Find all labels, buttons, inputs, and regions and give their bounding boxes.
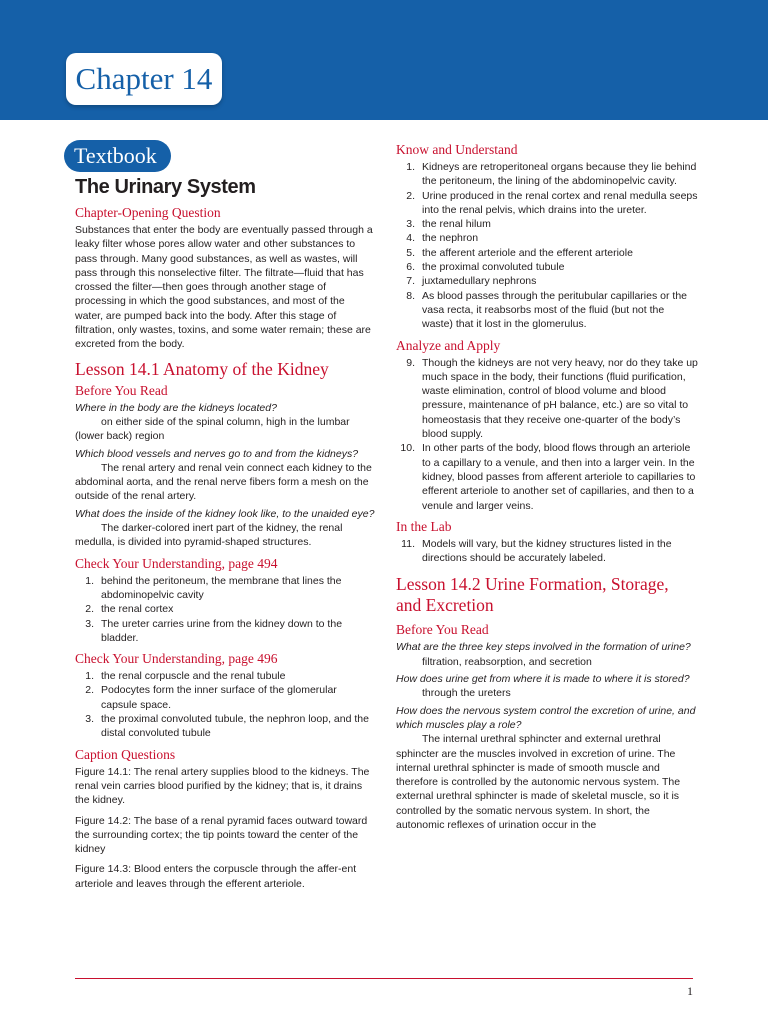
list-item: 2. the renal cortex [85, 603, 174, 616]
question: How does the nervous system control the excretion of urine, and which muscles play a role? [396, 704, 696, 731]
before-you-read-heading: Before You Read [75, 382, 168, 398]
list-item: 1. Kidneys are retroperitoneal organs because they lie behind the peritoneum, the lining of the abdominopelvic cavity. [406, 161, 697, 188]
check-494-list [75, 574, 375, 645]
know-understand-list [396, 160, 698, 332]
left-column [75, 138, 375, 897]
check-494-heading: Check Your Understanding, page 494 [75, 555, 278, 571]
list-item: 6. the proximal convoluted tubule [406, 261, 565, 274]
know-understand-heading: Know and Understand [396, 142, 518, 157]
answer: The darker-colored inert part of the kidney, the renal medulla, is divided into pyramid-shaped structures. [75, 522, 343, 549]
section-title: The Urinary System [75, 176, 256, 198]
right-column [396, 142, 698, 832]
list-item: 4. the nephron [406, 232, 479, 245]
analyze-apply-heading: Analyze and Apply [396, 337, 501, 353]
analyze-apply-list [396, 356, 698, 513]
caption-answer: Figure 14.3: Blood enters the corpuscle through the affer-ent arteriole and leaves through the efferent arteriole. [75, 863, 357, 890]
in-the-lab-heading: In the Lab [396, 518, 452, 534]
list-item: 9. Though the kidneys are not very heavy, nor do they take up much space in the body, their functions (fluid purification, waste elimination, control of blood volume and blood pressure, maintenance of pH balance, etc.) are so vital to homeostasis that they receive one-quarter of the body’s blood supply. [406, 356, 698, 441]
opening-question-text: Substances that enter the body are eventually passed through a leaky filter whose pores allow water and other substances to pass through. Many good substances, as well as wastes, will pass through this nonselective filter. The filtrate—fluid that has crossed the filter—then goes through another stage of processing in which the good substances, and most of the water, are pumped back into the body. After this stage of filtration, only wastes, toxins, and some water remain; these are excreted from the body. [75, 224, 373, 351]
chapter-label: Chapter 14 [66, 53, 222, 105]
list-item: 1. behind the peritoneum, the membrane that lines the abdominopelvic cavity [85, 574, 342, 601]
list-item: 10. In other parts of the body, blood flows through an arteriole to a capillary to a venule, and then into a larger vein. In the kidney, blood passes from afferent arteriole to capillaries to efferent arteriole to another set of capillaries, and then to a venule and larger veins. [400, 442, 696, 512]
list-item: 11. Models will vary, but the kidney structures listed in the directions should be accurately labeled. [401, 537, 672, 565]
question: What does the inside of the kidney look like, to the unaided eye? [75, 507, 375, 520]
answer: on either side of the spinal column, high in the lumbar (lower back) region [75, 415, 350, 443]
list-item: 5. the afferent arteriole and the efferent arteriole [406, 246, 633, 259]
check-496-heading: Check Your Understanding, page 496 [75, 651, 278, 667]
answer: filtration, reabsorption, and secretion [422, 655, 592, 668]
caption-answer: Figure 14.1: The renal artery supplies blood to the kidneys. The renal vein carries blood purified by the kidney; that is, it drains the kidney. [75, 765, 370, 807]
check-496-list [75, 669, 375, 740]
in-the-lab-list [396, 537, 698, 566]
answer: The internal urethral sphincter and external urethral sphincter are the muscles involved in excretion of urine. The internal urethral sphincter is made of smooth muscle and therefore is controlled by the autonomic nervous system. The external urethral sphincter is made of skeletal muscle, so it is controlled by the somatic nervous system. In short, the autonomic reflexes of urination occur in the [396, 733, 681, 831]
list-item: 2. Podocytes form the inner surface of the glomerular capsule space. [85, 684, 337, 711]
answer: through the ureters [422, 687, 511, 700]
page-number: 1 [687, 984, 693, 998]
list-item: 3. the renal hilum [406, 218, 491, 231]
before-you-read-heading: Before You Read [396, 622, 489, 638]
opening-question-heading: Chapter-Opening Question [75, 205, 221, 220]
list-item: 3. The ureter carries urine from the kidney down to the bladder. [85, 617, 343, 644]
question: Which blood vessels and nerves go to and from the kidneys? [75, 447, 359, 460]
lesson-1-heading: Lesson 14.1 Anatomy of the Kidney [75, 358, 329, 379]
caption-questions-heading: Caption Questions [75, 746, 176, 762]
list-item: 7. juxtamedullary nephrons [406, 275, 537, 288]
question: How does urine get from where it is made to where it is stored? [396, 673, 690, 686]
answer: The renal artery and renal vein connect each kidney to the abdominal aorta, and the renal nerve fibers form a mesh on the outside of the renal artery. [75, 461, 372, 503]
list-item: 1. the renal corpuscle and the renal tubule [85, 670, 286, 683]
list-item: 3. the proximal convoluted tubule, the nephron loop, and the distal convoluted tubule [85, 713, 369, 740]
question: Where in the body are the kidneys located? [75, 401, 277, 414]
caption-answer: Figure 14.2: The base of a renal pyramid faces outward toward the surrounding cortex; the tip points toward the center of the kidney [75, 814, 368, 856]
question: What are the three key steps involved in the formation of urine? [396, 641, 691, 654]
footer-rule [75, 978, 693, 979]
list-item: 2. Urine produced in the renal cortex and renal medulla seeps into the renal pelvis, which drains into the ureter. [406, 189, 698, 216]
lesson-2-heading: Lesson 14.2 Urine Formation, Storage, and Excretion [396, 574, 669, 616]
textbook-pill: Textbook [64, 140, 171, 172]
list-item: 8. As blood passes through the peritubular capillaries or the vasa recta, it reabsorbs most of the fluid (but not the waste) that it lost in the glomerulus. [406, 289, 687, 331]
